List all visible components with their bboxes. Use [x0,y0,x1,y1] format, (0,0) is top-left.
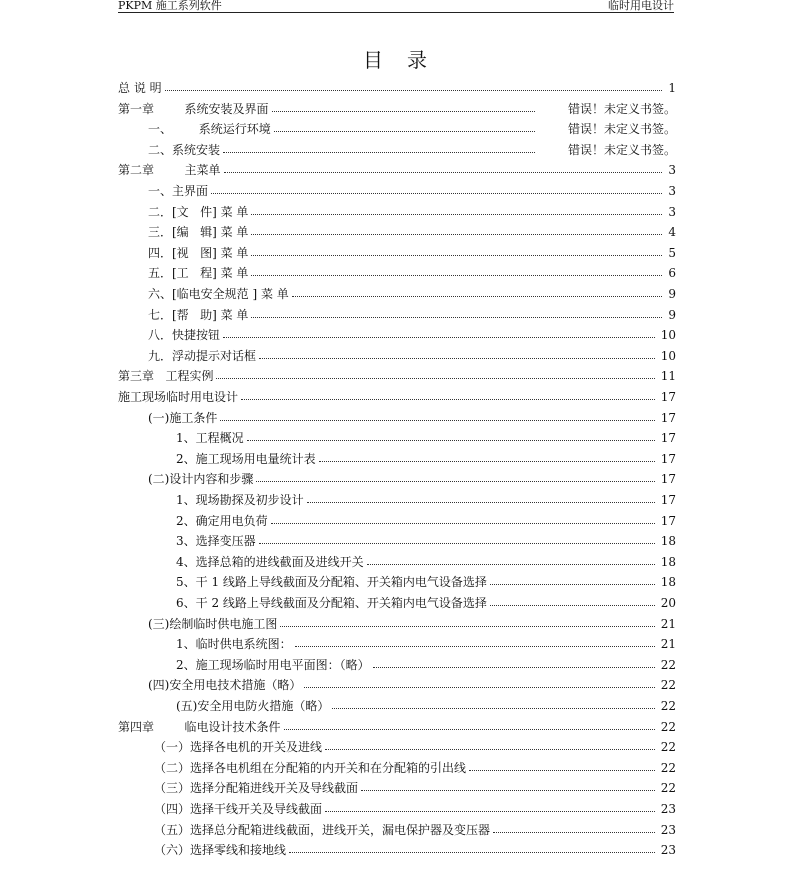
toc-entry-page: 17 [660,493,676,507]
toc-entry-title: 二．[文 件] 菜 单 [148,204,249,219]
toc-dot-leader [490,584,655,585]
toc-entry[interactable] [0,737,790,757]
toc-entry-title: 八．快捷按钮 [148,328,221,343]
toc-entry-page: 23 [660,822,676,837]
toc-dot-leader [272,111,535,112]
toc-entry[interactable] [0,531,790,551]
toc-entry-page: 22 [660,719,676,734]
toc-entry[interactable] [0,572,790,592]
running-header [118,0,674,13]
toc-dot-leader [256,481,655,482]
toc-entry[interactable] [0,346,790,366]
toc-dot-leader [361,790,655,791]
toc-entry-page: 9 [668,287,676,301]
toc-entry[interactable] [0,675,790,695]
toc-dot-leader [223,337,655,338]
toc-dot-leader [325,749,655,750]
toc-entry-page: 3 [668,163,676,178]
toc-entry-page: 20 [660,596,676,610]
toc-entry-page: 10 [660,328,676,343]
toc-entry-title: 四．[视 图] 菜 单 [148,245,249,260]
toc-dot-leader [211,193,662,194]
toc-entry-page: 6 [668,266,676,281]
toc-dot-leader [292,296,662,297]
toc-entry-page: 23 [660,843,676,858]
toc-entry-page: 18 [660,554,676,569]
toc-entry-page: 错误！未定义书签。 [567,122,676,137]
toc-dot-leader [295,646,655,647]
toc-dot-leader [259,543,655,544]
toc-dot-leader [241,399,655,400]
toc-dot-leader [247,440,655,441]
toc-entry-page: 错误！未定义书签。 [567,142,676,157]
toc-entry-page: 17 [660,410,676,425]
toc-dot-leader [251,317,662,318]
toc-entry[interactable] [0,387,790,407]
toc-dot-leader [319,461,655,462]
toc-entry-page: 22 [660,657,676,672]
toc-entry-page: 错误！未定义书签。 [567,101,676,116]
toc-entry[interactable] [0,78,790,98]
toc-entry[interactable] [0,840,790,860]
toc-entry-title: 第四章 临电设计技术条件 [118,719,281,734]
header-right: 临时用电设计 [608,0,674,12]
toc-entry-title: （四）选择干线开关及导线截面 [154,802,323,816]
toc-entry-page: 17 [660,431,676,446]
toc-entry-title: (二)设计内容和步骤 [148,472,254,487]
toc-entry[interactable] [0,243,790,263]
toc-entry-page: 10 [660,348,676,363]
toc-entry-title: （三）选择分配箱进线开关及导线截面 [154,781,359,796]
toc-entry-page: 18 [660,575,676,590]
toc-entry-title: 3、选择变压器 [176,534,256,549]
toc-entry[interactable] [0,325,790,345]
toc-entry[interactable] [0,593,790,613]
toc-entry-page: 5 [668,245,676,260]
toc-dot-leader [251,255,662,256]
toc-entry[interactable] [0,717,790,737]
toc-entry[interactable] [0,758,790,778]
toc-entry[interactable] [0,119,790,139]
toc-entry[interactable] [0,820,790,840]
toc-entry[interactable] [0,263,790,283]
toc-dot-leader [490,605,655,606]
toc-dot-leader [216,378,655,379]
toc-entry-page: 22 [660,740,676,755]
toc-entry[interactable] [0,490,790,510]
toc-entry-title: 总 说 明 [118,81,162,95]
toc-entry-page: 17 [660,390,676,404]
toc-dot-leader [251,214,662,215]
toc-entry-title: 2、确定用电负荷 [176,513,268,528]
toc-entry[interactable] [0,469,790,489]
toc-entry-page: 17 [660,451,676,466]
toc-entry-title: 一、 系统运行环境 [148,122,271,137]
toc-entry-title: （六）选择零线和接地线 [154,843,287,858]
toc-entry[interactable] [0,160,790,180]
toc-entry-page: 17 [660,472,676,487]
toc-entry-page: 9 [668,307,676,322]
toc-dot-leader [251,275,662,276]
toc-entry-page: 22 [660,678,676,693]
toc-entry-title: 施工现场临时用电设计 [118,390,239,404]
toc-entry-page: 23 [660,802,676,816]
toc-entry[interactable] [0,552,790,572]
toc-dot-leader [367,564,655,565]
toc-entry-page: 22 [660,760,676,775]
toc-dot-leader [469,770,655,771]
toc-entry[interactable] [0,99,790,119]
toc-dot-leader [284,729,655,730]
toc-entry[interactable] [0,305,790,325]
toc-entry-page: 1 [668,81,676,95]
toc-dot-leader [165,90,662,91]
toc-entry[interactable] [0,366,790,386]
toc-entry-page: 11 [660,369,676,384]
toc-dot-leader [220,420,655,421]
toc-entry-title: 5、干 1 线路上导线截面及分配箱、开关箱内电气设备选择 [176,575,487,590]
toc-entry-page: 21 [660,637,676,652]
toc-entry[interactable] [0,634,790,654]
toc-dot-leader [289,852,655,853]
toc-entry-page: 18 [660,534,676,549]
toc-entry-title: 九．浮动提示对话框 [148,348,257,363]
toc-entry[interactable] [0,799,790,819]
toc-entry-title: (三)绘制临时供电施工图 [148,616,278,631]
toc-entry[interactable] [0,614,790,634]
toc-dot-leader [325,811,655,812]
toc-entry[interactable] [0,181,790,201]
toc-title: 目录 [363,48,451,72]
toc-entry[interactable] [0,655,790,675]
toc-entry-title: 1、工程概况 [176,431,244,446]
toc-entry-title: 六、[临电安全规范 ] 菜 单 [148,287,289,301]
toc-entry[interactable] [0,449,790,469]
toc-entry-title: 二、系统安装 [148,142,221,157]
toc-entry[interactable] [0,202,790,222]
toc-dot-leader [224,172,662,173]
toc-entry-page: 17 [660,513,676,528]
toc-entry-title: 1、现场勘探及初步设计 [176,493,304,507]
toc-entry-title: （二）选择各电机组在分配箱的内开关和在分配箱的引出线 [154,760,467,775]
toc-entry-page: 22 [660,699,676,713]
toc-entry[interactable] [0,408,790,428]
toc-entry[interactable] [0,140,790,160]
toc-entry[interactable] [0,428,790,448]
header-left: PKPM 施工系列软件 [118,0,222,12]
toc-dot-leader [223,152,535,153]
toc-dot-leader [332,708,655,709]
toc-dot-leader [271,523,655,524]
toc-dot-leader [251,234,662,235]
toc-entry[interactable] [0,511,790,531]
toc-entry[interactable] [0,222,790,242]
toc-entry-title: (四)安全用电技术措施（略） [148,678,302,693]
toc-dot-leader [274,131,535,132]
toc-entry-page: 21 [660,616,676,631]
toc-entry-title: 第三章 工程实例 [118,369,214,384]
toc-entry-title: 第一章 系统安装及界面 [118,101,269,116]
toc-dot-leader [304,687,655,688]
toc-entry[interactable] [0,284,790,304]
toc-dot-leader [307,502,655,503]
toc-entry-title: (一)施工条件 [148,410,218,425]
toc-entry-title: 七．[帮 助] 菜 单 [148,307,249,322]
toc-entry-title: 2、施工现场临时用电平面图：（略） [176,657,370,672]
toc-entry-title: （一）选择各电机的开关及进线 [154,740,323,755]
toc-entry-title: 一、主界面 [148,184,209,198]
toc-entry-page: 22 [660,781,676,796]
toc-entry-title: 6、干 2 线路上导线截面及分配箱、开关箱内电气设备选择 [176,596,487,610]
toc-entry-title: 五．[工 程] 菜 单 [148,266,249,281]
toc-entry-page: 4 [668,225,676,240]
toc-dot-leader [373,667,655,668]
toc-entry-title: 第二章 主菜单 [118,163,221,178]
toc-entry[interactable] [0,696,790,716]
toc-entry-page: 3 [668,184,676,198]
toc-entry-title: 三．[编 辑] 菜 单 [148,225,249,240]
toc-entry-title: 2、施工现场用电量统计表 [176,451,316,466]
toc-entry-title: 4、选择总箱的进线截面及进线开关 [176,554,364,569]
toc-entry-page: 3 [668,204,676,219]
toc-dot-leader [259,358,655,359]
toc-dot-leader [493,832,655,833]
toc-entry-title: 1、临时供电系统图： [176,637,292,652]
toc-entry-title: (五)安全用电防火措施（略） [176,699,330,713]
toc-entry[interactable] [0,778,790,798]
toc-dot-leader [280,626,655,627]
toc-entry-title: （五）选择总分配箱进线截面，进线开关，漏电保护器及变压器 [154,822,491,837]
